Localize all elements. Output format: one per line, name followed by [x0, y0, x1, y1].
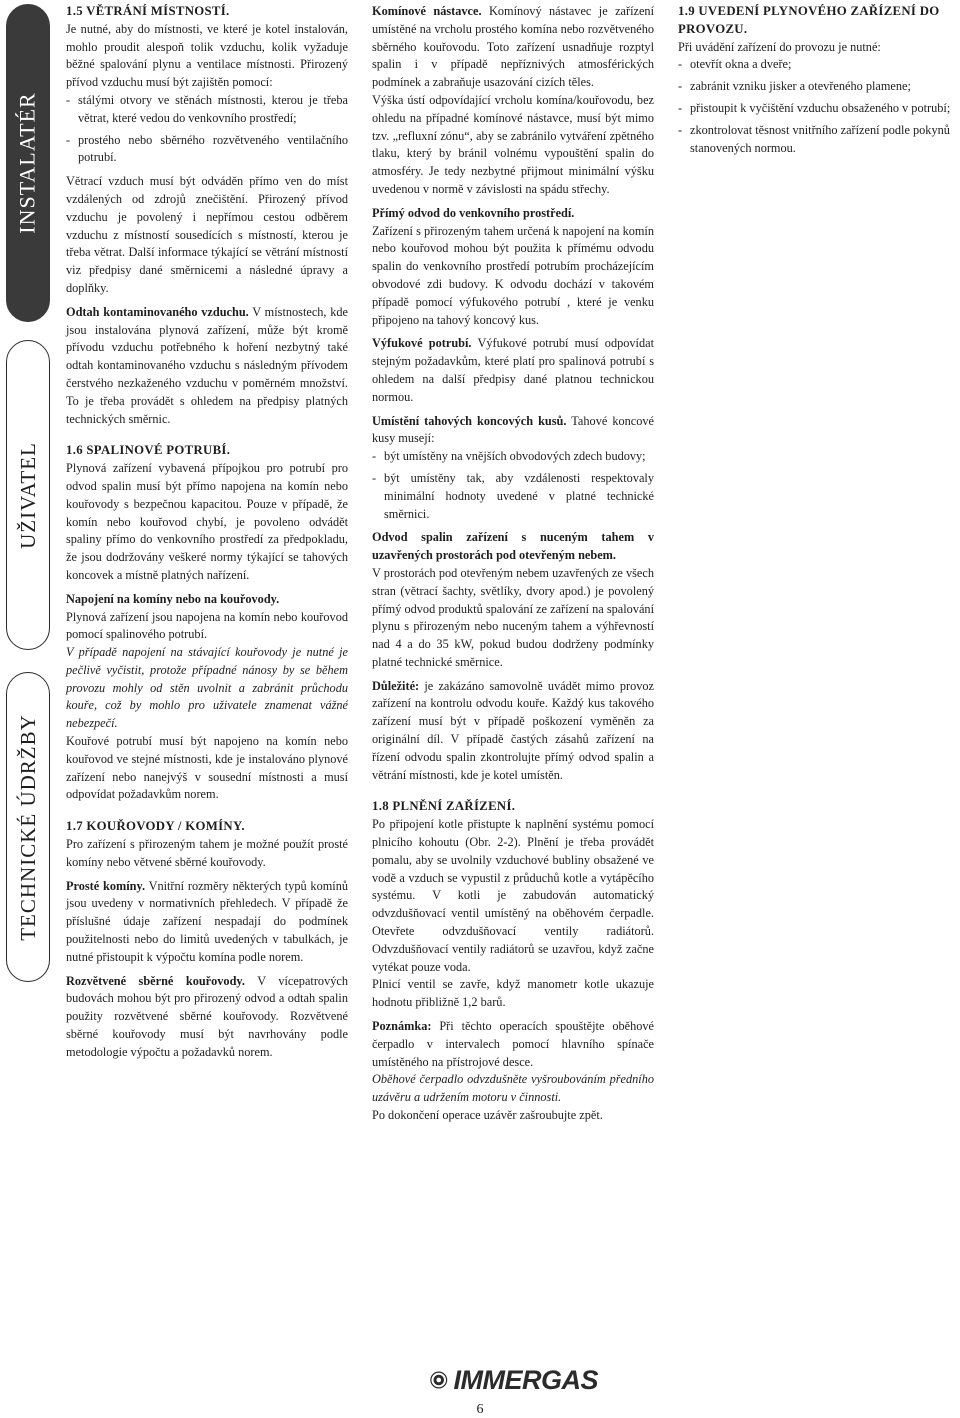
paragraph: Plnicí ventil se zavře, když manometr kotle ukazuje hodnotu přibližně 1,2 barů. [372, 977, 654, 1010]
paragraph-text: Při těchto operacích spouštějte oběhové čerpadlo v intervalech pomocí hlavního spínače umístěného na přístrojové desce. [372, 1019, 654, 1069]
paragraph: Pro zařízení s přirozeným tahem je možné použít prosté komíny nebo větvené sběrné kouřovody. [66, 837, 348, 869]
list-item: - zkontrolovat těsnost vnitřního zařízení podle pokynů stanovených normou. [678, 122, 950, 155]
paragraph [372, 335, 654, 406]
paragraph-lead: Důležité: [372, 678, 420, 693]
list [372, 448, 654, 523]
list-item-text: otevřít okna a dveře; [690, 57, 792, 72]
column-1 [66, 3, 348, 1068]
paragraph: Je nutné, aby do místnosti, ve které je kotel instalován, mohlo proudit alespoň tolik vzduchu, kolik vyžaduje běžné spalování plynu a ventilace místnosti. Přirozený přívod vzduchu musí být zajištěn pomocí: [66, 21, 348, 90]
section-title-1-7: 1.7 KOUŘOVODY / KOMÍNY. [66, 819, 245, 834]
paragraph-text: V místnostech, kde jsou instalována plynová zařízení, může být kromě přívodu vzduchu potřebného k hoření nezbytný také odtah kontaminovaného vzduchu s následným přívodem čerstvého nezkaženého vzduchu v poměrném množství. To je třeba provádět s ohledem na předpisy platných technických směrnic. [66, 304, 348, 426]
list-item: - být umístěny tak, aby vzdálenosti respektovaly minimální hodnoty uvedené v platné technické směrnici. [372, 470, 654, 521]
paragraph-lead: Komínové nástavce. [372, 4, 482, 18]
tab-maintenance[interactable] [6, 672, 50, 982]
paragraph [372, 413, 654, 449]
paragraph [66, 304, 348, 429]
tab-user[interactable] [6, 340, 50, 650]
tab-installer-label: INSTALATÉR [15, 92, 41, 234]
page-number: 6 [476, 1402, 484, 1417]
section-title-1-8: 1.8 PLNĚNÍ ZAŘÍZENÍ. [372, 799, 516, 814]
paragraph-text: Výfukové potrubí musí odpovídat stejným požadavkům, které platí pro spalinová potrubí s ohledem na další předpisy dané platnou technickou normou. [372, 336, 654, 404]
list-item-text: zabránit vzniku jisker a otevřeného plamene; [690, 79, 911, 94]
paragraph-text: V prostorách pod otevřeným nebem uzavřených ze všech stran (větrací šachty, světlíky, dvory apod.) je povolený přímý odvod produktů spalování ze zařízení na spalování plynu s přirozeným nebo nuceným tahem a výhřevností nad 4 a do 35 kW, pokud budou dodrženy podmínky platné technické směrnice. [372, 565, 654, 669]
paragraph [372, 678, 654, 785]
list-item: - přistoupit k vyčištění vzduchu obsaženého v potrubí; [678, 100, 951, 115]
list-item-text: být umístěny na vnějších obvodových zdech budovy; [384, 449, 646, 464]
section-sidebar [0, 0, 58, 1418]
paragraph-text: Vnitřní rozměry některých typů komínů jsou uvedeny v normativních přehledech. V případě že příslušné údaje zařízení nespadají do podmínek použitelnosti nebo do limitů uvedených v tabulkách, je nutné přistoupit k výpočtu komína podle norem. [66, 878, 348, 964]
paragraph-lead: Napojení na komíny nebo na kouřovody. [66, 591, 280, 606]
brand-logo [430, 1360, 598, 1400]
paragraph: Při uvádění zařízení do provozu je nutné: [678, 39, 881, 54]
paragraph-lead: Odvod spalin zařízení s nuceným tahem v uzavřených prostorách pod otevřeným nebem. [372, 530, 654, 563]
paragraph: Po připojení kotle přistupte k naplnění systému pomocí plnicího kohoutu (Obr. 2-2). Plnění je třeba provádět pomalu, aby se uvolnily vzduchové bubliny obsažené ve vodě a vzduch se vypustil z průduchů kotle a vytápěcího systému. V kotli je zabudován automatický odvzdušňovací ventil umístěný na oběhovém čerpadle. Otevřete odvzdušňovací ventily radiátorů. Odvzdušňovací ventily radiátorů se uzavřou, když začne vytékat pouze voda. [372, 817, 654, 974]
paragraph-italic [372, 1071, 654, 1107]
paragraph-lead: Prosté komíny. [66, 878, 146, 893]
paragraph-lead: Umístění tahových koncových kusů. [372, 413, 567, 428]
paragraph-lead: Přímý odvod do venkovního prostředí. [372, 205, 575, 220]
paragraph-text: Zařízení s přirozeným tahem určená k napojení na komín nebo kouřovod mohou být použita k přímému odvodu spalin do venkovního prostředí potrubím procházejícím obvodové zdi budovy. K odvodu dochází v takovém případě pomocí výfukového potrubí , které je venku připojeno na tahový koncový kus. [372, 223, 654, 327]
tab-installer[interactable] [6, 4, 50, 322]
paragraph [372, 205, 654, 330]
paragraph-text: Tahové koncové kusy musejí: [372, 413, 654, 446]
paragraph [372, 529, 654, 671]
list-item: - zabránit vzniku jisker a otevřeného plamene; [678, 79, 911, 94]
italic-text: Oběhové čerpadlo odvzdušněte vyšroubováním předního uzávěru a udržením motoru v činnosti. [372, 1072, 654, 1105]
list-item: - otevřít okna a dveře; [678, 57, 792, 72]
paragraph-text: V vícepatrových budovách mohou být pro přirozený odvod a odtah spalin použity rozvětvené sběrné kouřovody. Rozvětvené sběrné kouřovody musí být navrhovány podle metodologie výpočtu a požadavků norem. [66, 973, 348, 1059]
paragraph: Výška ústí odpovídající vrcholu komína/kouřovodu, bez ohledu na případné komínové nástavce, musí být mimo tzv. „refluxní zónu“, aby se zabránilo vytváření zpětného tlaku, který by bránil volnému vypouštění spalin do atmosféry. Je tedy nezbytné přijmout minimální výšku uvedenou v normě v závislosti na spádu střechy. [372, 92, 654, 196]
paragraph-text: Plynová zařízení jsou napojena na komín nebo kouřovod pomocí spalinového potrubí. [66, 609, 348, 642]
brand-emblem-icon [430, 1365, 448, 1395]
paragraph: Po dokončení operace uzávěr zašroubujte zpět. [372, 1108, 603, 1123]
list-item-text: přistoupit k vyčištění vzduchu obsaženého v potrubí; [690, 100, 951, 115]
paragraph [66, 878, 348, 967]
paragraph-lead: Výfukové potrubí. [372, 336, 472, 351]
italic-text: V případě napojení na stávající kouřovody je nutné je pečlivě vyčistit, protože případné nánosy by se během provozu mohly od stěn uvolnit a zabránit průchodu kouře, což by mohlo pro uživatele znamenat vážné nebezpečí. [66, 645, 348, 731]
section-title-1-9: 1.9 UVEDENÍ PLYNOVÉHO ZAŘÍZENÍ DO PROVOZU. [678, 4, 940, 36]
tab-user-label: UŽIVATEL [15, 441, 40, 549]
list-item: - stálými otvory ve stěnách místnosti, kterou je třeba větrat, které vedou do venkovního prostředí; [66, 92, 348, 125]
list [66, 92, 348, 167]
tab-maintenance-label: TECHNICKÉ ÚDRŽBY [15, 713, 40, 941]
paragraph-lead: Rozvětvené sběrné kouřovody. [66, 973, 245, 988]
list-item: - být umístěny na vnějších obvodových zdech budovy; [372, 449, 646, 464]
list-item: - prostého nebo sběrného rozvětveného ventilačního potrubí. [66, 132, 348, 165]
paragraph-lead: Odtah kontaminovaného vzduchu. [66, 304, 249, 319]
list [678, 56, 958, 157]
paragraph: Kouřové potrubí musí být napojeno na komín nebo kouřovod ve stejné místnosti, kde je instalováno plynové zařízení nebo nanejvýš v sousední místnosti a musí odpovídat požadavkům norem. [66, 734, 348, 802]
paragraph [372, 3, 654, 92]
paragraph: Větrací vzduch musí být odváděn přímo ven do míst vzdálených od zdrojů znečištění. Přirozený přívod vzduchu je povolený i nepřímou cestou odběrem vzduchu z místností sousedících s místností, kterou je třeba větrat. Další informace týkající se větrání místností viz předpisy dané směrnicemi a následné úpravy a doplňky. [66, 174, 348, 295]
section-title-1-5: 1.5 VĚTRÁNÍ MÍSTNOSTÍ. [66, 4, 230, 18]
list-item-text: být umístěny tak, aby vzdálenosti respektovaly minimální hodnoty uvedené v platné technické směrnici. [384, 470, 654, 521]
section-title-1-6: 1.6 SPALINOVÉ POTRUBÍ. [66, 443, 231, 458]
list-item-text: stálými otvory ve stěnách místnosti, kterou je třeba větrat, které vedou do venkovního prostředí; [78, 92, 348, 125]
paragraph [66, 591, 348, 644]
paragraph [372, 1018, 654, 1071]
paragraph-italic [66, 644, 348, 733]
paragraph [66, 973, 348, 1062]
column-3 [678, 3, 958, 163]
paragraph-text: Komínový nástavec je zařízení umístěné na vrcholu prostého komína nebo rozvětveného sběrného kouřovodu. Toto zařízení usnadňuje rozptyl spalin i v případě nepříznivých atmosférických podmínek a zabraňuje usazování cizích těles. [372, 4, 655, 90]
list-item-text: zkontrolovat těsnost vnitřního zařízení podle pokynů stanovených normou. [690, 122, 950, 155]
list-item-text: prostého nebo sběrného rozvětveného ventilačního potrubí. [78, 132, 348, 165]
column-2 [372, 3, 654, 1131]
paragraph-lead: Poznámka: [372, 1019, 432, 1034]
brand-name: IMMERGAS [453, 1364, 598, 1395]
paragraph: Plynová zařízení vybavená přípojkou pro potrubí pro odvod spalin musí být přímo napojena na komín nebo kouřovody s bezpečnou kapacitou. Pouze v případě, že komín nebo kouřovod chybí, je povoleno odvádět spaliny přímo do venkovního prostředí za předpokladu, že jsou dodržovány veškeré normy týkající se tahových koncovek a místně platných nařízení. [66, 461, 348, 582]
paragraph-text: je zakázáno samovolně uvádět mimo provoz zařízení na kontrolu odvodu kouře. Každý kus takového zařízení musí být v případě poškození vyměněn za originální díl. V případě častých zásahů zařízení na řízení odvodu spalin zkontrolujte přímý odvod spalin a větrání místnosti, kde je kotel umístěn. [372, 678, 654, 782]
